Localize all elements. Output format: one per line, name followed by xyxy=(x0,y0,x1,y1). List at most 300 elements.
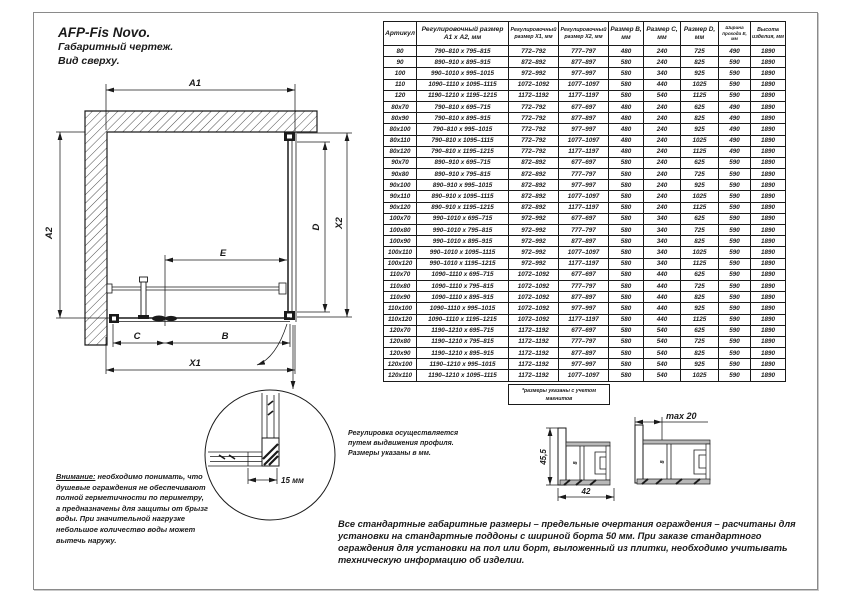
table-cell: 825 xyxy=(681,113,719,124)
table-cell: 1190–1210 х 795–815 xyxy=(417,336,509,347)
table-cell: 440 xyxy=(644,79,681,90)
table-cell: 825 xyxy=(681,348,719,359)
table-cell: 977–997 xyxy=(559,124,609,135)
table-cell: 590 xyxy=(719,258,751,269)
table-cell: 590 xyxy=(719,370,751,381)
table-cell: 590 xyxy=(719,68,751,79)
table-cell: 590 xyxy=(719,169,751,180)
view-subtitle: Вид сверху. xyxy=(58,54,120,67)
table-cell: 590 xyxy=(719,202,751,213)
table-cell: 90х100 xyxy=(384,180,417,191)
table-cell: 1890 xyxy=(751,146,786,157)
table-cell: 80х100 xyxy=(384,124,417,135)
table-cell: 925 xyxy=(681,180,719,191)
table-cell: 890–910 х 795–815 xyxy=(417,169,509,180)
table-cell: 490 xyxy=(719,146,751,157)
table-cell: 1890 xyxy=(751,202,786,213)
table-cell: 1172–1192 xyxy=(509,325,559,336)
table-cell: 480 xyxy=(609,146,644,157)
table-footnote: *размеры указаны с учетом магнитов xyxy=(508,384,610,405)
table-cell: 90х120 xyxy=(384,202,417,213)
table-cell: 240 xyxy=(644,202,681,213)
table-cell: 1072–1092 xyxy=(509,292,559,303)
table-header-cell: Ширина прохода E, мм xyxy=(719,22,751,46)
table-cell: 625 xyxy=(681,325,719,336)
table-header-cell: Высота изделия, мм xyxy=(751,22,786,46)
table-cell: 772–792 xyxy=(509,101,559,112)
table-row xyxy=(384,213,786,224)
table-cell: 340 xyxy=(644,258,681,269)
table-cell: 440 xyxy=(644,314,681,325)
table-cell: 1025 xyxy=(681,135,719,146)
table-cell: 590 xyxy=(719,225,751,236)
table-cell: 580 xyxy=(609,169,644,180)
table-cell: 877–897 xyxy=(559,113,609,124)
max-extension-label: max 20 xyxy=(666,411,697,421)
table-cell: 1890 xyxy=(751,303,786,314)
table-cell: 80х110 xyxy=(384,135,417,146)
table-cell: 120 xyxy=(384,90,417,101)
table-cell: 1890 xyxy=(751,124,786,135)
table-cell: 825 xyxy=(681,57,719,68)
table-cell: 110 xyxy=(384,79,417,90)
table-cell: 972–992 xyxy=(509,247,559,258)
table-cell: 1177–1197 xyxy=(559,90,609,101)
table-cell: 480 xyxy=(609,124,644,135)
table-header-cell: Артикул xyxy=(384,22,417,46)
table-cell: 777–797 xyxy=(559,225,609,236)
table-row xyxy=(384,348,786,359)
table-cell: 100х90 xyxy=(384,236,417,247)
table-cell: 977–997 xyxy=(559,303,609,314)
table-cell: 677–697 xyxy=(559,213,609,224)
table-cell: 877–897 xyxy=(559,57,609,68)
table-cell: 1890 xyxy=(751,314,786,325)
table-cell: 777–797 xyxy=(559,169,609,180)
table-cell: 790–810 х 695–715 xyxy=(417,101,509,112)
adjustment-note: Регулировка осуществляется путем выдвижения профиля. Размеры указаны в мм. xyxy=(348,430,459,457)
table-cell: 120х90 xyxy=(384,348,417,359)
warning-note xyxy=(56,472,208,546)
table-cell: 480 xyxy=(609,135,644,146)
table-row xyxy=(384,79,786,90)
table-cell: 625 xyxy=(681,269,719,280)
table-cell: 440 xyxy=(644,280,681,291)
table-cell: 240 xyxy=(644,124,681,135)
svg-text:E: E xyxy=(219,248,227,259)
table-cell: 80 xyxy=(384,46,417,57)
table-cell: 120х100 xyxy=(384,359,417,370)
table-row xyxy=(384,169,786,180)
table-cell: 1090–1110 х 795–815 xyxy=(417,280,509,291)
table-cell: 110х100 xyxy=(384,303,417,314)
table-cell: 990–1010 х 795–815 xyxy=(417,225,509,236)
table-header-cell: Размер D, мм xyxy=(681,22,719,46)
door-panel xyxy=(109,314,290,323)
table-cell: 1172–1192 xyxy=(509,348,559,359)
table-cell: 977–997 xyxy=(559,68,609,79)
table-cell: 1190–1210 х 895–915 xyxy=(417,348,509,359)
table-cell: 677–697 xyxy=(559,157,609,168)
table-cell: 590 xyxy=(719,247,751,258)
table-cell: 580 xyxy=(609,90,644,101)
table-cell: 772–792 xyxy=(509,146,559,157)
table-cell: 990–1010 х 995–1015 xyxy=(417,68,509,79)
table-cell: 580 xyxy=(609,258,644,269)
table-row xyxy=(384,146,786,157)
table-cell: 580 xyxy=(609,292,644,303)
table-cell: 580 xyxy=(609,303,644,314)
table-cell: 590 xyxy=(719,191,751,202)
svg-text:A2: A2 xyxy=(44,226,55,240)
table-cell: 540 xyxy=(644,90,681,101)
table-cell: 540 xyxy=(644,348,681,359)
table-cell: 90 xyxy=(384,57,417,68)
table-row xyxy=(384,303,786,314)
table-cell: 100х70 xyxy=(384,213,417,224)
table-cell: 590 xyxy=(719,57,751,68)
table-header-cell: Размер C, мм xyxy=(644,22,681,46)
table-row xyxy=(384,46,786,57)
table-cell: 490 xyxy=(719,101,751,112)
table-cell: 240 xyxy=(644,146,681,157)
table-cell: 925 xyxy=(681,303,719,314)
table-cell: 1890 xyxy=(751,180,786,191)
table-cell: 1890 xyxy=(751,258,786,269)
wall-hatch xyxy=(85,111,317,345)
table-cell: 440 xyxy=(644,303,681,314)
table-cell: 777–797 xyxy=(559,280,609,291)
table-row xyxy=(384,90,786,101)
table-cell: 1125 xyxy=(681,314,719,325)
table-cell: 440 xyxy=(644,292,681,303)
glass-thickness-label: 8 xyxy=(660,460,666,464)
table-cell: 1072–1092 xyxy=(509,303,559,314)
svg-text:C: C xyxy=(133,331,141,342)
table-cell: 1072–1092 xyxy=(509,314,559,325)
table-cell: 1077–1097 xyxy=(559,191,609,202)
table-cell: 120х110 xyxy=(384,370,417,381)
door-handle xyxy=(152,316,166,322)
table-cell: 625 xyxy=(681,157,719,168)
table-cell: 590 xyxy=(719,303,751,314)
table-cell: 580 xyxy=(609,336,644,347)
dimension-d xyxy=(297,142,330,312)
table-header-cell: Регулировочный размер X1, мм xyxy=(509,22,559,46)
table-cell: 1125 xyxy=(681,90,719,101)
table-cell: 1890 xyxy=(751,191,786,202)
table-cell: 440 xyxy=(644,269,681,280)
svg-text:B: B xyxy=(221,331,229,342)
corner-detail-view xyxy=(205,390,335,520)
table-cell: 925 xyxy=(681,68,719,79)
profile-width-label: 42 xyxy=(581,487,591,496)
table-cell: 580 xyxy=(609,325,644,336)
table-cell: 590 xyxy=(719,79,751,90)
table-cell: 1190–1210 х 995–1015 xyxy=(417,359,509,370)
table-row xyxy=(384,68,786,79)
table-row xyxy=(384,157,786,168)
table-cell: 580 xyxy=(609,348,644,359)
table-cell: 1890 xyxy=(751,68,786,79)
svg-text:X1: X1 xyxy=(189,358,201,369)
table-cell: 872–892 xyxy=(509,180,559,191)
table-row xyxy=(384,258,786,269)
table-cell: 540 xyxy=(644,336,681,347)
table-cell: 1077–1097 xyxy=(559,370,609,381)
table-cell: 580 xyxy=(609,314,644,325)
table-cell: 100х120 xyxy=(384,258,417,269)
table-cell: 772–792 xyxy=(509,113,559,124)
table-cell: 590 xyxy=(719,325,751,336)
table-cell: 990–1010 х 695–715 xyxy=(417,213,509,224)
table-cell: 590 xyxy=(719,292,751,303)
table-cell: 240 xyxy=(644,135,681,146)
table-cell: 1090–1110 х 895–915 xyxy=(417,292,509,303)
table-cell: 972–992 xyxy=(509,68,559,79)
table-cell: 972–992 xyxy=(509,225,559,236)
table-cell: 1890 xyxy=(751,292,786,303)
table-cell: 590 xyxy=(719,348,751,359)
table-cell: 120х80 xyxy=(384,336,417,347)
table-cell: 972–992 xyxy=(509,213,559,224)
table-cell: 580 xyxy=(609,79,644,90)
table-cell: 590 xyxy=(719,180,751,191)
table-cell: 590 xyxy=(719,269,751,280)
table-cell: 1890 xyxy=(751,57,786,68)
table-cell: 1890 xyxy=(751,113,786,124)
table-cell: 1190–1210 х 1095–1115 xyxy=(417,370,509,381)
table-cell: 1890 xyxy=(751,269,786,280)
table-cell: 990–1010 х 895–915 xyxy=(417,236,509,247)
table-cell: 877–897 xyxy=(559,292,609,303)
table-cell: 1090–1110 х 1195–1215 xyxy=(417,314,509,325)
table-cell: 1190–1210 х 695–715 xyxy=(417,325,509,336)
table-cell: 890–910 х 1095–1115 xyxy=(417,191,509,202)
table-cell: 540 xyxy=(644,370,681,381)
table-cell: 1890 xyxy=(751,359,786,370)
table-cell: 1177–1197 xyxy=(559,258,609,269)
profile-height-label: 45,5 xyxy=(539,449,548,465)
table-cell: 872–892 xyxy=(509,157,559,168)
table-row xyxy=(384,280,786,291)
table-cell: 1890 xyxy=(751,213,786,224)
table-cell: 1890 xyxy=(751,325,786,336)
table-row xyxy=(384,180,786,191)
table-cell: 540 xyxy=(644,359,681,370)
table-cell: 872–892 xyxy=(509,202,559,213)
table-cell: 1890 xyxy=(751,236,786,247)
table-cell: 877–897 xyxy=(559,348,609,359)
table-cell: 677–697 xyxy=(559,269,609,280)
table-row xyxy=(384,370,786,381)
table-cell: 1025 xyxy=(681,191,719,202)
table-cell: 725 xyxy=(681,280,719,291)
table-header-cell: Размер B, мм xyxy=(609,22,644,46)
table-cell: 790–810 х 1095–1115 xyxy=(417,135,509,146)
table-cell: 1890 xyxy=(751,135,786,146)
support-bar xyxy=(107,277,286,319)
table-cell: 120х70 xyxy=(384,325,417,336)
table-cell: 590 xyxy=(719,314,751,325)
table-cell: 777–797 xyxy=(559,46,609,57)
table-cell: 790–810 х 1195–1215 xyxy=(417,146,509,157)
table-cell: 1890 xyxy=(751,157,786,168)
table-cell: 240 xyxy=(644,157,681,168)
table-cell: 240 xyxy=(644,169,681,180)
svg-text:X2: X2 xyxy=(334,217,345,229)
warning-title: Внимание: xyxy=(56,472,96,481)
table-cell: 580 xyxy=(609,68,644,79)
table-cell: 340 xyxy=(644,68,681,79)
table-cell: 80х70 xyxy=(384,101,417,112)
table-cell: 890–910 х 995–1015 xyxy=(417,180,509,191)
title-block xyxy=(58,24,173,68)
table-cell: 777–797 xyxy=(559,336,609,347)
table-cell: 590 xyxy=(719,157,751,168)
table-row xyxy=(384,236,786,247)
table-cell: 677–697 xyxy=(559,325,609,336)
table-cell: 1025 xyxy=(681,247,719,258)
table-row xyxy=(384,336,786,347)
drawing-subtitle: Габаритный чертеж. xyxy=(58,41,174,53)
table-cell: 240 xyxy=(644,46,681,57)
table-cell: 1025 xyxy=(681,370,719,381)
table-cell: 1077–1097 xyxy=(559,247,609,258)
table-cell: 240 xyxy=(644,191,681,202)
table-cell: 580 xyxy=(609,213,644,224)
dimensions-table xyxy=(383,21,786,382)
glass-thickness-label: 8 xyxy=(573,461,579,465)
table-cell: 872–892 xyxy=(509,57,559,68)
table-cell: 1125 xyxy=(681,202,719,213)
table-cell: 490 xyxy=(719,124,751,135)
table-cell: 110х90 xyxy=(384,292,417,303)
table-cell: 872–892 xyxy=(509,169,559,180)
table-cell: 1090–1110 х 995–1015 xyxy=(417,303,509,314)
table-cell: 1125 xyxy=(681,146,719,157)
table-cell: 772–792 xyxy=(509,124,559,135)
table-cell: 580 xyxy=(609,180,644,191)
table-cell: 480 xyxy=(609,113,644,124)
table-cell: 490 xyxy=(719,113,751,124)
svg-text:A1: A1 xyxy=(188,78,202,89)
table-cell: 1090–1110 х 695–715 xyxy=(417,269,509,280)
table-header-cell: Регулировочный размер X2, мм xyxy=(559,22,609,46)
table-cell: 480 xyxy=(609,46,644,57)
table-cell: 977–997 xyxy=(559,180,609,191)
table-cell: 1890 xyxy=(751,101,786,112)
table-cell: 580 xyxy=(609,370,644,381)
table-cell: 590 xyxy=(719,359,751,370)
table-cell: 1172–1192 xyxy=(509,336,559,347)
detail-dimension-label: 15 мм xyxy=(281,476,304,485)
table-cell: 480 xyxy=(609,101,644,112)
table-cell: 590 xyxy=(719,280,751,291)
table-cell: 80х90 xyxy=(384,113,417,124)
table-cell: 625 xyxy=(681,101,719,112)
table-cell: 725 xyxy=(681,225,719,236)
table-cell: 890–910 х 1195–1215 xyxy=(417,202,509,213)
table-cell: 1025 xyxy=(681,79,719,90)
table-row xyxy=(384,292,786,303)
table-row xyxy=(384,359,786,370)
table-row xyxy=(384,247,786,258)
table-cell: 580 xyxy=(609,57,644,68)
table-cell: 490 xyxy=(719,46,751,57)
table-cell: 1890 xyxy=(751,336,786,347)
table-cell: 790–810 х 895–915 xyxy=(417,113,509,124)
dimension-c xyxy=(113,324,165,347)
dimension-x2 xyxy=(297,133,352,317)
table-cell: 540 xyxy=(644,325,681,336)
door-swing-arc xyxy=(257,324,287,365)
table-cell: 1172–1192 xyxy=(509,370,559,381)
table-cell: 1890 xyxy=(751,370,786,381)
table-header-row xyxy=(384,22,786,46)
table-cell: 240 xyxy=(644,57,681,68)
table-cell: 925 xyxy=(681,359,719,370)
table-cell: 110х120 xyxy=(384,314,417,325)
table-cell: 872–892 xyxy=(509,191,559,202)
table-cell: 240 xyxy=(644,101,681,112)
table-cell: 1172–1192 xyxy=(509,359,559,370)
table-cell: 1072–1092 xyxy=(509,269,559,280)
table-cell: 90х80 xyxy=(384,169,417,180)
table-header-cell: Регулировочный размер A1 х A2, мм xyxy=(417,22,509,46)
profile-section-standard xyxy=(539,428,614,501)
table-cell: 340 xyxy=(644,247,681,258)
table-cell: 590 xyxy=(719,90,751,101)
table-cell: 1190–1210 х 1195–1215 xyxy=(417,90,509,101)
table-row xyxy=(384,225,786,236)
profile-section-extended xyxy=(635,411,710,484)
table-cell: 1125 xyxy=(681,258,719,269)
table-cell: 825 xyxy=(681,236,719,247)
table-cell: 490 xyxy=(719,135,751,146)
table-cell: 580 xyxy=(609,280,644,291)
product-name: AFP-Fis Novo. xyxy=(58,25,151,40)
table-cell: 890–910 х 695–715 xyxy=(417,157,509,168)
table-cell: 1890 xyxy=(751,79,786,90)
table-cell: 580 xyxy=(609,157,644,168)
table-cell: 1077–1097 xyxy=(559,79,609,90)
table-cell: 590 xyxy=(719,213,751,224)
table-cell: 580 xyxy=(609,202,644,213)
table-cell: 1077–1097 xyxy=(559,135,609,146)
table-cell: 1890 xyxy=(751,348,786,359)
table-cell: 110х70 xyxy=(384,269,417,280)
table-cell: 990–1010 х 1195–1215 xyxy=(417,258,509,269)
table-cell: 240 xyxy=(644,113,681,124)
table-cell: 90х70 xyxy=(384,157,417,168)
table-cell: 340 xyxy=(644,236,681,247)
table-cell: 340 xyxy=(644,213,681,224)
table-cell: 1890 xyxy=(751,169,786,180)
table-row xyxy=(384,269,786,280)
table-row xyxy=(384,325,786,336)
table-cell: 580 xyxy=(609,247,644,258)
table-cell: 1890 xyxy=(751,46,786,57)
table-row xyxy=(384,113,786,124)
table-cell: 100х110 xyxy=(384,247,417,258)
table-cell: 580 xyxy=(609,191,644,202)
table-cell: 990–1010 х 1095–1115 xyxy=(417,247,509,258)
table-cell: 725 xyxy=(681,336,719,347)
svg-text:D: D xyxy=(311,223,322,231)
table-cell: 790–810 х 995–1015 xyxy=(417,124,509,135)
table-row xyxy=(384,135,786,146)
